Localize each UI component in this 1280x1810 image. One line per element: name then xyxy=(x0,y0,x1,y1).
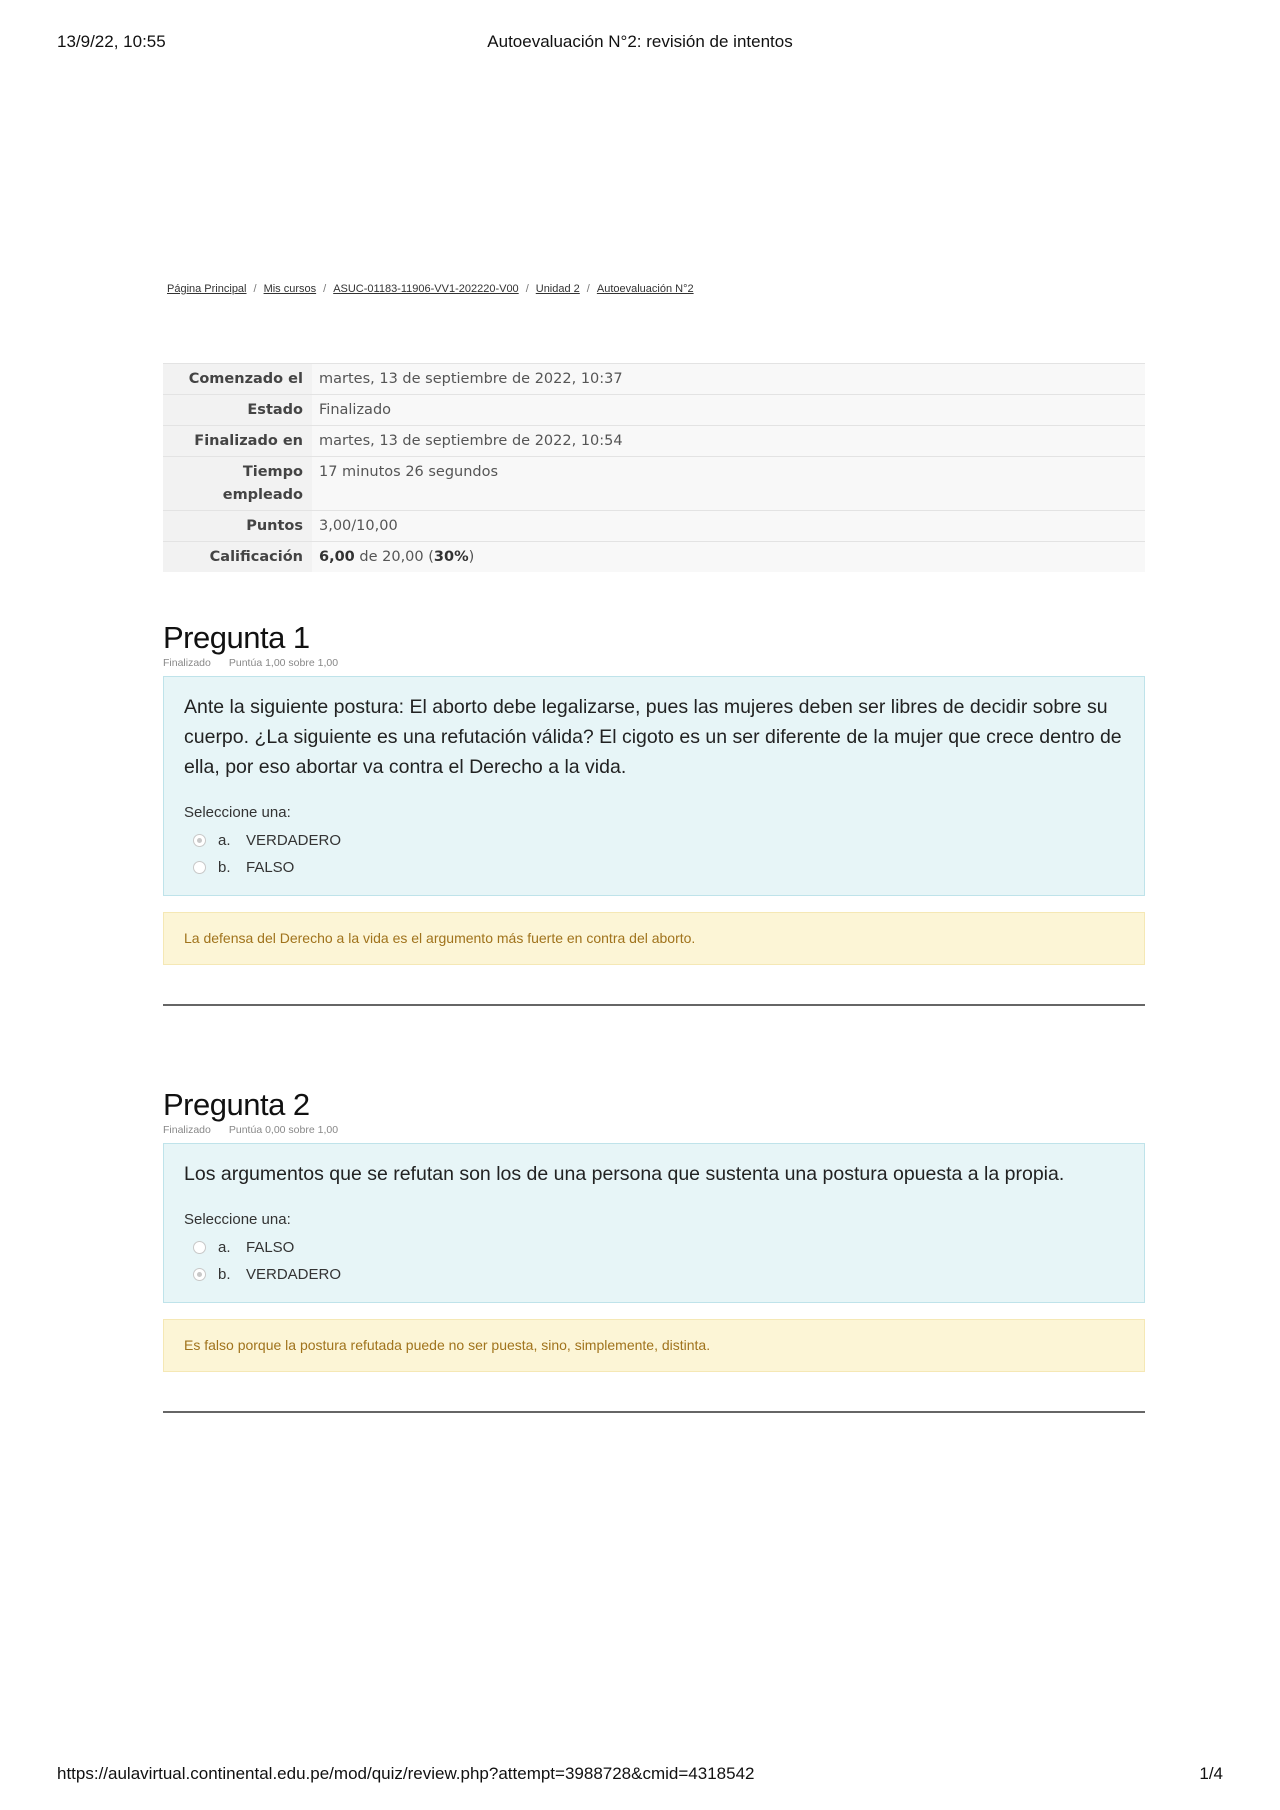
summary-label xyxy=(163,457,312,511)
question-divider xyxy=(163,1004,1145,1006)
option-label: FALSO xyxy=(246,1239,295,1256)
radio-checked-icon[interactable] xyxy=(193,834,206,847)
print-page-title: Autoevaluación N°2: revisión de intentos xyxy=(487,32,793,51)
breadcrumb-separator: / xyxy=(586,283,590,295)
summary-value: 3,00/10,00 xyxy=(312,511,1145,542)
summary-value: Finalizado xyxy=(312,395,1145,426)
breadcrumb-home[interactable]: Página Principal xyxy=(167,283,247,295)
summary-row-time-taken xyxy=(163,457,1145,511)
radio-unchecked-icon[interactable] xyxy=(193,861,206,874)
summary-row-started xyxy=(163,364,1145,395)
question-title: Pregunta 2 xyxy=(163,1087,310,1122)
summary-label: Calificación xyxy=(163,542,312,573)
question-2 xyxy=(163,1087,1145,1421)
question-feedback: La defensa del Derecho a la vida es el argumento más fuerte en contra del aborto. xyxy=(163,912,1145,965)
option-label: VERDADERO xyxy=(246,1266,342,1283)
summary-value: martes, 13 de septiembre de 2022, 10:54 xyxy=(312,426,1145,457)
grade-of: de 20,00 ( xyxy=(354,549,434,565)
summary-value: 17 minutos 26 segundos xyxy=(312,457,1145,511)
print-date: 13/9/22, 10:55 xyxy=(57,32,166,51)
summary-label: Finalizado en xyxy=(163,426,312,457)
question-state: Finalizado xyxy=(163,657,211,669)
grade-percent: 30% xyxy=(433,549,469,565)
option-label: VERDADERO xyxy=(246,832,342,849)
question-text: Los argumentos que se refutan son los de una persona que sustenta una postura opuesta a la propia. xyxy=(184,1163,1065,1185)
question-info xyxy=(163,1124,1145,1140)
breadcrumb-quiz[interactable]: Autoevaluación N°2 xyxy=(596,283,694,295)
option-letter: b. xyxy=(218,859,231,876)
question-info xyxy=(163,657,1145,673)
attempt-summary-table xyxy=(163,363,1145,572)
question-grade: Puntúa 1,00 sobre 1,00 xyxy=(228,657,339,669)
grade-value: 6,00 xyxy=(319,549,355,565)
answer-option-a[interactable] xyxy=(184,1234,1124,1261)
grade-close: ) xyxy=(468,549,475,565)
summary-label-line: Tiempo xyxy=(242,464,303,480)
question-divider xyxy=(163,1411,1145,1413)
answer-option-b[interactable] xyxy=(184,1261,1124,1288)
summary-value xyxy=(312,542,1145,573)
question-grade: Puntúa 0,00 sobre 1,00 xyxy=(228,1124,339,1136)
radio-checked-icon[interactable] xyxy=(193,1268,206,1281)
summary-value: martes, 13 de septiembre de 2022, 10:37 xyxy=(312,364,1145,395)
summary-row-finished xyxy=(163,426,1145,457)
question-text: Ante la siguiente postura: El aborto debe legalizarse, pues las mujeres deben ser libres de decidir sobre su cuerpo. ¿La siguiente es una refutación válida? El cigoto es un ser diferente de la mujer que crece dentro de ella, por eso abortar va contra el Derecho a la vida. xyxy=(184,696,1122,778)
breadcrumb-separator: / xyxy=(323,283,327,295)
radio-unchecked-icon[interactable] xyxy=(193,1241,206,1254)
summary-label: Estado xyxy=(163,395,312,426)
print-page-number: 1/4 xyxy=(1199,1764,1223,1783)
question-title: Pregunta 1 xyxy=(163,620,310,655)
answer-prompt: Seleccione una: xyxy=(184,1211,291,1228)
summary-label: Puntos xyxy=(163,511,312,542)
option-letter: b. xyxy=(218,1266,231,1283)
print-url: https://aulavirtual.continental.edu.pe/mod/quiz/review.php?attempt=3988728&cmid=4318542 xyxy=(57,1764,755,1783)
summary-row-points xyxy=(163,511,1145,542)
question-1 xyxy=(163,620,1145,1014)
summary-row-state xyxy=(163,395,1145,426)
question-formulation xyxy=(163,1143,1145,1303)
question-feedback: Es falso porque la postura refutada puede no ser puesta, sino, simplemente, distinta. xyxy=(163,1319,1145,1372)
answer-options xyxy=(184,1234,1124,1288)
breadcrumb-my-courses[interactable]: Mis cursos xyxy=(263,283,317,295)
summary-label: Comenzado el xyxy=(163,364,312,395)
breadcrumb-separator: / xyxy=(253,283,257,295)
answer-option-a[interactable] xyxy=(184,827,1124,854)
question-formulation xyxy=(163,676,1145,896)
breadcrumb-course[interactable]: ASUC-01183-11906-VV1-202220-V00 xyxy=(333,283,519,295)
question-state: Finalizado xyxy=(163,1124,211,1136)
breadcrumb-unit[interactable]: Unidad 2 xyxy=(535,283,580,295)
option-letter: a. xyxy=(218,1239,231,1256)
answer-prompt: Seleccione una: xyxy=(184,804,291,821)
print-header xyxy=(57,32,1223,56)
breadcrumb xyxy=(167,283,694,295)
breadcrumb-separator: / xyxy=(525,283,529,295)
answer-option-b[interactable] xyxy=(184,854,1124,881)
option-label: FALSO xyxy=(246,859,295,876)
summary-label-line: empleado xyxy=(222,487,303,503)
answer-options xyxy=(184,827,1124,881)
summary-row-grade xyxy=(163,542,1145,573)
option-letter: a. xyxy=(218,832,231,849)
